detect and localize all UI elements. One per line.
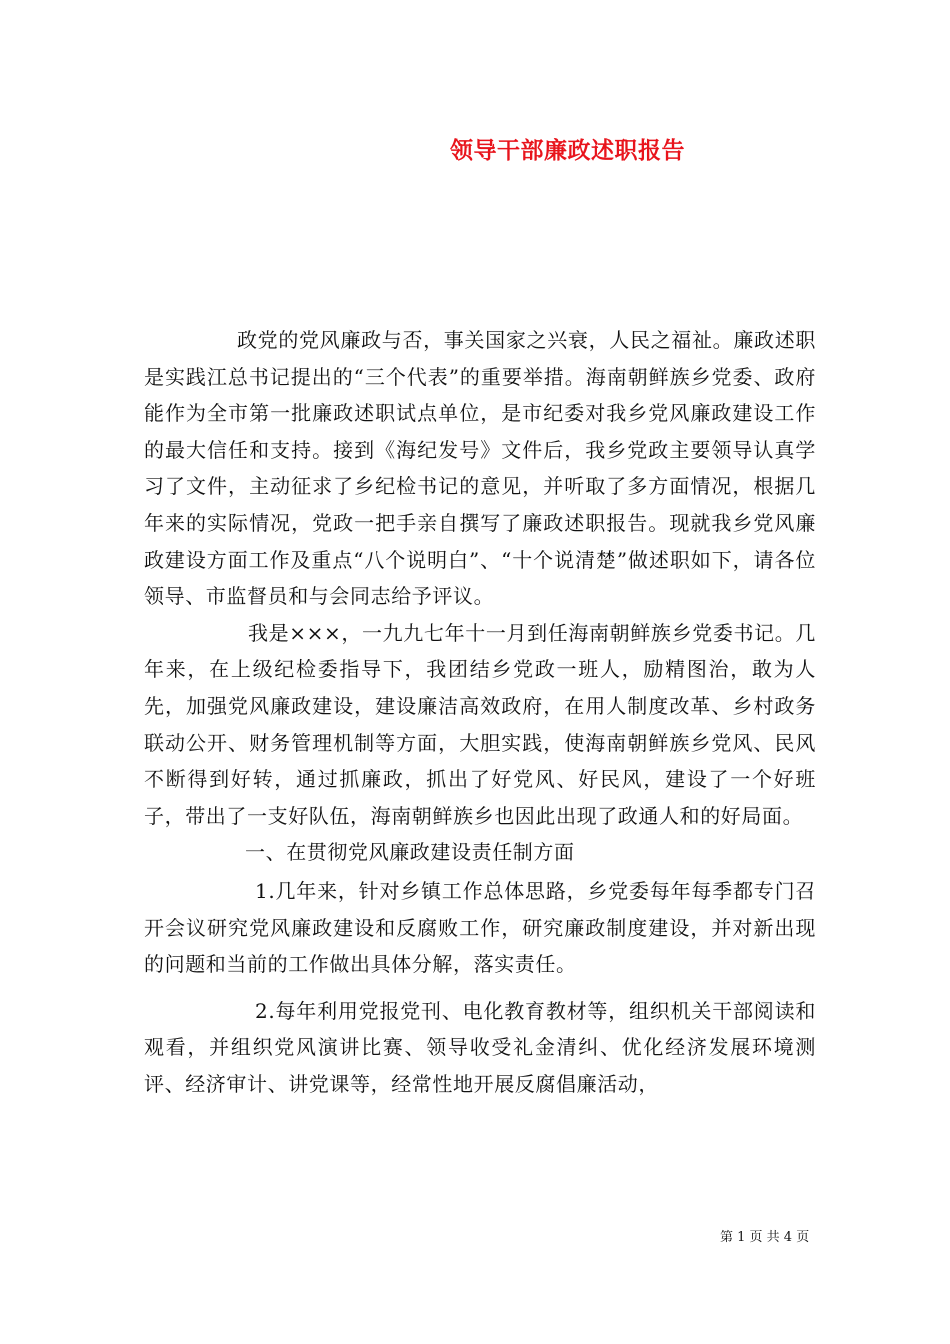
page-footer: 第 1 页 共 4 页 bbox=[720, 1230, 810, 1245]
list-item-1: 1.几年来，针对乡镇工作总体思路，乡党委每年每季都专门召开会议研究党风廉政建设和反腐败工作，研究廉政制度建设，并对新出现的问题和当前的工作做出具体分解，落实责任。 bbox=[144, 878, 816, 977]
document-title: 领导干部廉政述职报告 bbox=[450, 137, 685, 164]
document-body bbox=[144, 322, 816, 1102]
paragraph-self-introduction: 我是×××，一九九七年十一月到任海南朝鲜族乡党委书记。几年来，在上级纪检委指导下，我团结乡党政一班人，励精图治，敢为人先，加强党风廉政建设，建设廉洁高效政府，在用人制度改革、乡村政务联动公开、财务管理机制等方面，大胆实践，使海南朝鲜族乡党风、民风不断得到好转，通过抓廉政，抓出了好党风、好民风，建设了一个好班子，带出了一支好队伍，海南朝鲜族乡也因此出现了政通人和的好局面。 bbox=[144, 620, 816, 828]
list-item-2: 2.每年利用党报党刊、电化教育教材等，组织机关干部阅读和观看，并组织党风演讲比赛、领导收受礼金清纠、优化经济发展环境测评、经济审计、讲党课等，经常性地开展反腐倡廉活动， bbox=[144, 998, 816, 1096]
section-heading-1: 一、在贯彻党风廉政建设责任制方面 bbox=[245, 840, 575, 865]
paragraph-intro: 政党的党风廉政与否，事关国家之兴衰，人民之福祉。廉政述职是实践江总书记提出的“三个代表”的重要举措。海南朝鲜族乡党委、政府能作为全市第一批廉政述职试点单位，是市纪委对我乡党风廉政建设工作的最大信任和支持。接到《海纪发号》文件后，我乡党政主要领导认真学习了文件，主动征求了乡纪检书记的意见，并听取了多方面情况，根据几年来的实际情况，党政一把手亲自撰写了廉政述职报告。现就我乡党风廉政建设方面工作及重点“八个说明白”、“十个说清楚”做述职如下，请各位领导、市监督员和与会同志给予评议。 bbox=[144, 328, 816, 609]
